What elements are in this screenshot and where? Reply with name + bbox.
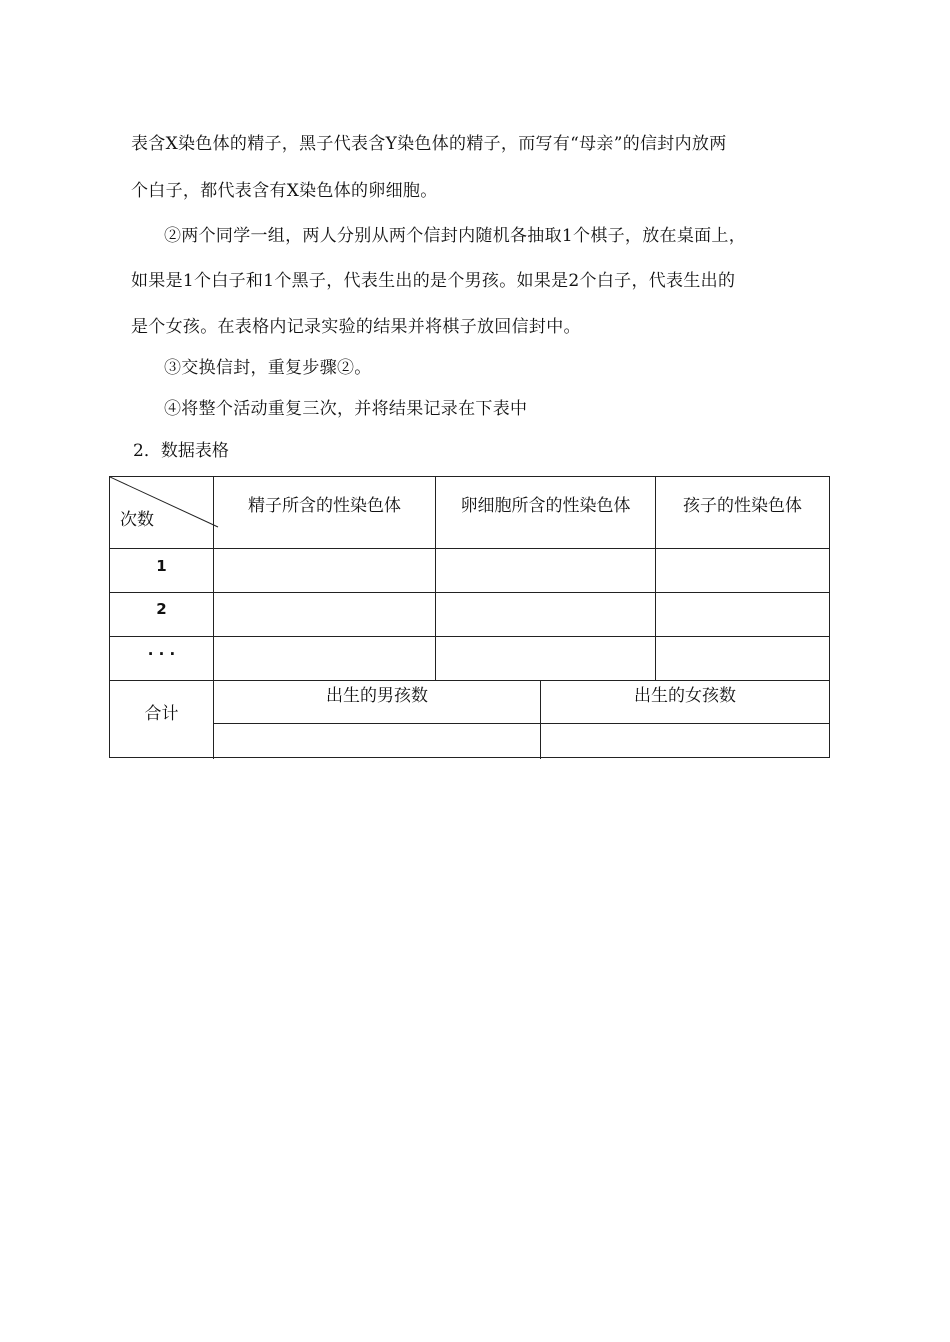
boys-count-header: 出生的男孩数 [326,686,428,706]
table-hline-4 [110,680,829,681]
table-hline-3 [110,636,829,637]
header-egg: 卵细胞所含的性染色体 [460,496,631,516]
paragraph-line-1: 表含X染色体的精子，黑子代表含Y染色体的精子，而写有“母亲”的信封内放两 [131,134,727,154]
table-hline-2 [110,592,829,593]
paragraph-line-2: 个白子，都代表含有X染色体的卵细胞。 [131,181,438,201]
table-hline-1 [110,548,829,549]
table-hline-5 [213,723,829,724]
section-heading: 2．数据表格 [133,441,229,461]
paragraph-line-3: ②两个同学一组，两人分别从两个信封内随机各抽取1个棋子，放在桌面上， [164,226,747,246]
header-sperm: 精子所含的性染色体 [248,496,401,516]
paragraph-line-7: ④将整个活动重复三次，并将结果记录在下表中 [164,399,528,419]
corner-label: 次数 [120,510,154,530]
row-label-ellipsis: · · · [147,645,176,663]
paragraph-line-4: 如果是1个白子和1个黑子，代表生出的是个男孩。如果是2个白子，代表生出的 [131,271,736,291]
girls-count-header: 出生的女孩数 [634,686,736,706]
table-vline-1 [213,477,214,759]
row-label-2: 2 [156,600,167,618]
data-table [109,476,830,758]
row-label-1: 1 [156,557,167,575]
paragraph-line-5: 是个女孩。在表格内记录实验的结果并将棋子放回信封中。 [131,317,581,337]
paragraph-line-6: ③交换信封，重复步骤②。 [164,358,372,378]
header-child: 孩子的性染色体 [683,496,802,516]
total-label: 合计 [144,704,179,724]
